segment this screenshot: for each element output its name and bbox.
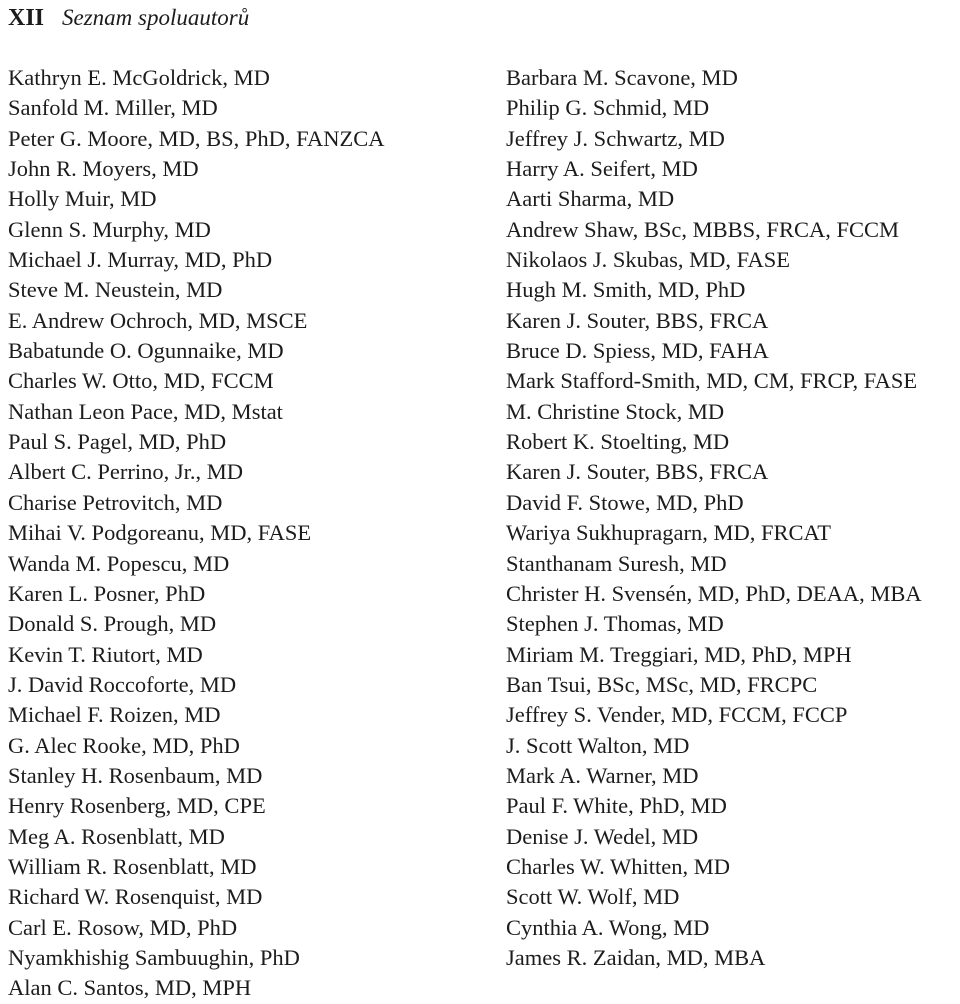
contributor-name: Philip G. Schmid, MD — [506, 95, 710, 121]
contributor-name: Robert K. Stoelting, MD — [506, 429, 730, 455]
contributor-name: Charles W. Otto, MD, FCCM — [8, 368, 274, 394]
contributor-name: Harry A. Seifert, MD — [506, 156, 698, 182]
contributor-name: Holly Muir, MD — [8, 186, 157, 212]
contributor-name: J. David Roccoforte, MD — [8, 671, 237, 697]
contributor-name: James R. Zaidan, MD, MBA — [506, 944, 766, 970]
contributor-name: Michael F. Roizen, MD — [8, 702, 221, 728]
contributor-name: Donald S. Prough, MD — [8, 611, 217, 637]
contributor-name: Wanda M. Popescu, MD — [8, 550, 230, 576]
contributor-name: Kathryn E. McGoldrick, MD — [8, 65, 270, 90]
contributor-name: Christer H. Svensén, MD, PhD, DEAA, MBA — [506, 580, 922, 606]
contributor-name: Stanley H. Rosenbaum, MD — [8, 762, 263, 788]
contributor-name: Babatunde O. Ogunnaike, MD — [8, 338, 284, 364]
contributor-name: J. Scott Walton, MD — [506, 732, 690, 758]
contributor-name: Albert C. Perrino, Jr., MD — [8, 459, 243, 485]
contributor-name: Meg A. Rosenblatt, MD — [8, 823, 225, 849]
contributor-name: David F. Stowe, MD, PhD — [506, 489, 744, 515]
contributor-name: Glenn S. Murphy, MD — [8, 216, 211, 242]
running-title: Seznam spoluautorů — [62, 5, 250, 30]
contributor-name: Scott W. Wolf, MD — [506, 884, 680, 910]
contributor-name: Ban Tsui, BSc, MSc, MD, FRCPC — [506, 671, 818, 697]
contributor-name: Michael J. Murray, MD, PhD — [8, 247, 273, 273]
contributor-name: Alan C. Santos, MD, MPH — [8, 975, 252, 1001]
page-header — [8, 0, 249, 36]
contributor-name: Jeffrey J. Schwartz, MD — [506, 125, 725, 151]
contributor-name: Stanthanam Suresh, MD — [506, 550, 727, 576]
contributor-name: Paul S. Pagel, MD, PhD — [8, 429, 227, 455]
contributor-name: Karen L. Posner, PhD — [8, 580, 206, 606]
contributor-name: Charles W. Whitten, MD — [506, 853, 730, 879]
contributor-name: Richard W. Rosenquist, MD — [8, 884, 263, 910]
contributor-name: M. Christine Stock, MD — [506, 398, 725, 424]
contributor-name: Denise J. Wedel, MD — [506, 823, 699, 849]
contributor-name: Carl E. Rosow, MD, PhD — [8, 914, 238, 940]
contributor-name: Cynthia A. Wong, MD — [506, 914, 710, 940]
contributor-name: Nikolaos J. Skubas, MD, FASE — [506, 247, 790, 273]
contributor-name: Nyamkhishig Sambuughin, PhD — [8, 944, 300, 970]
contributor-name: Andrew Shaw, BSc, MBBS, FRCA, FCCM — [506, 216, 899, 242]
contributor-name: Sanfold M. Miller, MD — [8, 95, 218, 121]
contributor-name: Mark A. Warner, MD — [506, 762, 699, 788]
contributor-name: Karen J. Souter, BBS, FRCA — [506, 459, 769, 485]
contributor-name: Barbara M. Scavone, MD — [506, 65, 738, 90]
contributors-right-column — [506, 63, 922, 973]
contributor-name: William R. Rosenblatt, MD — [8, 853, 257, 879]
contributor-name: Peter G. Moore, MD, BS, PhD, FANZCA — [8, 125, 385, 151]
contributor-name: Paul F. White, PhD, MD — [506, 793, 727, 819]
contributor-name: Stephen J. Thomas, MD — [506, 611, 724, 637]
contributor-name: Wariya Sukhupragarn, MD, FRCAT — [506, 520, 832, 546]
page-number: XII — [8, 4, 45, 31]
contributor-name: John R. Moyers, MD — [8, 156, 199, 182]
contributor-name: Mark Stafford-Smith, MD, CM, FRCP, FASE — [506, 368, 918, 394]
contributor-name: Mihai V. Podgoreanu, MD, FASE — [8, 520, 312, 546]
contributors-left-column — [8, 63, 384, 1004]
contributor-name: Henry Rosenberg, MD, CPE — [8, 793, 266, 819]
contributor-name: Charise Petrovitch, MD — [8, 489, 223, 515]
contributor-name: Bruce D. Spiess, MD, FAHA — [506, 338, 769, 364]
contributor-name: E. Andrew Ochroch, MD, MSCE — [8, 307, 308, 333]
contributor-name: Karen J. Souter, BBS, FRCA — [506, 307, 769, 333]
contributor-name: Miriam M. Treggiari, MD, PhD, MPH — [506, 641, 852, 667]
contributor-name: Steve M. Neustein, MD — [8, 277, 223, 303]
contributor-name: G. Alec Rooke, MD, PhD — [8, 732, 240, 758]
contributor-name: Kevin T. Riutort, MD — [8, 641, 203, 667]
contributor-name: Jeffrey S. Vender, MD, FCCM, FCCP — [506, 702, 848, 728]
contributor-name: Aarti Sharma, MD — [506, 186, 675, 212]
contributor-name: Hugh M. Smith, MD, PhD — [506, 277, 746, 303]
contributor-name: Nathan Leon Pace, MD, Mstat — [8, 398, 283, 424]
